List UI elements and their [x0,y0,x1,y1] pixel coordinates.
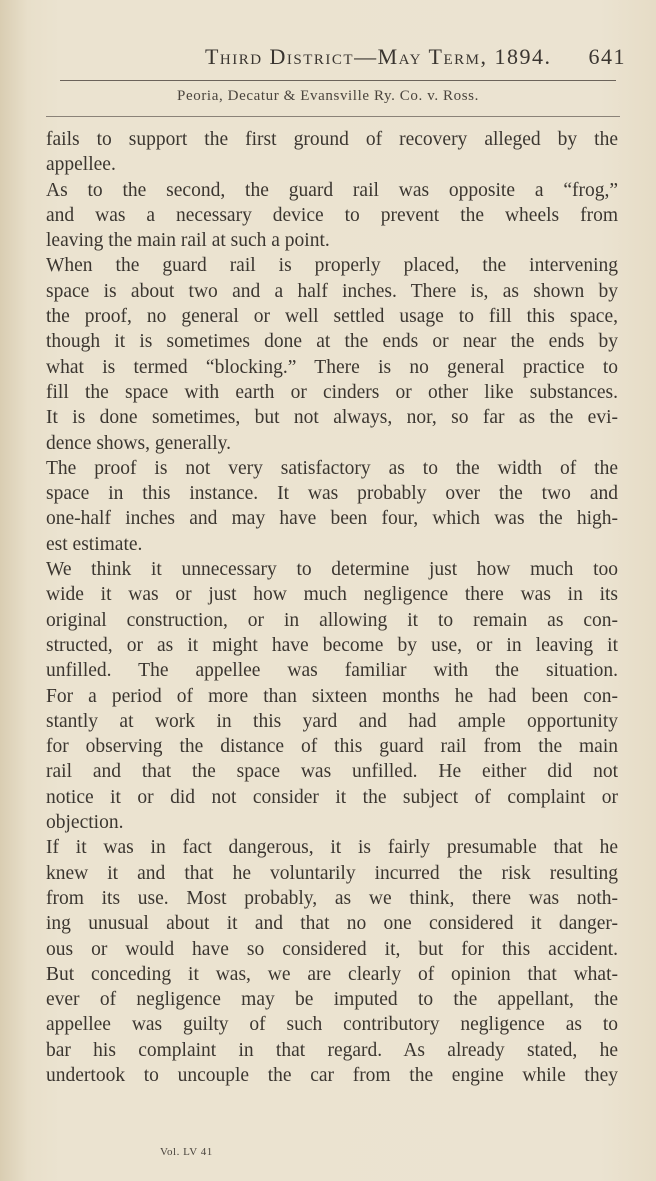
text-line: It is done sometimes, but not always, nor, so far as the evi- [46,407,618,429]
signature-mark: Vol. LV 41 [160,1146,213,1158]
text-line: fails to support the first ground of recovery alleged by the [46,129,618,150]
text-line: what is termed “blocking.” There is no general practice to [46,356,618,378]
text-line: objection. [46,812,124,834]
text-line: wide it was or just how much negligence there was in its [46,584,618,606]
text-line: For a period of more than sixteen months he had been con- [46,685,618,707]
text-line: fill the space with earth or cinders or other like substances. [46,381,618,403]
text-line: appellee was guilty of such contributory negligence as to [46,1014,618,1036]
text-line: When the guard rail is properly placed, the intervening [46,255,618,277]
text-line: stantly at work in this yard and had ample opportunity [46,710,618,732]
text-line: original construction, or in allowing it to remain as con- [46,609,618,631]
text-line: bar his complaint in that regard. As already stated, he [46,1039,618,1061]
running-head [0,44,626,70]
text-line: space is about two and a half inches. There is, as shown by [46,280,618,302]
text-line: for observing the distance of this guard rail from the main [46,736,618,758]
text-line: knew it and that he voluntarily incurred the risk resulting [46,862,618,884]
running-title: Third District—May Term, 1894. [204,44,552,69]
text-line: rail and that the space was unfilled. He either did not [46,761,618,783]
text-line: As to the second, the guard rail was opposite a “frog,” [46,179,618,201]
text-line: ous or would have so considered it, but for this accident. [46,938,618,960]
text-line: dence shows, generally. [46,432,232,454]
header-rule [60,80,616,81]
page-number: 641 [588,44,626,69]
text-line: notice it or did not consider it the subject of complaint or [46,786,618,808]
text-line: est estimate. [46,533,143,555]
text-line: the proof, no general or well settled usage to fill this space, [46,306,618,328]
text-line: We think it unnecessary to determine just how much too [46,559,618,581]
text-line: But conceding it was, we are clearly of opinion that what- [46,963,618,985]
text-line: appellee. [46,154,116,176]
text-line: from its use. Most probably, as we think, there was noth- [46,887,618,909]
text-line: unfilled. The appellee was familiar with the situation. [46,660,618,682]
text-line: ing unusual about it and that no one considered it danger- [46,913,618,935]
opinion-text [46,127,618,1088]
text-line: space in this instance. It was probably over the two and [46,483,618,505]
text-line: ever of negligence may be imputed to the appellant, the [46,989,618,1011]
text-line: structed, or as it might have become by use, or in leaving it [46,634,618,656]
case-title: Peoria, Decatur & Evansville Ry. Co. v. Ross. [177,88,479,104]
text-line: though it is sometimes done at the ends or near the ends by [46,331,618,353]
text-line: The proof is not very satisfactory as to the width of the [46,457,618,479]
text-line: one-half inches and may have been four, which was the high- [46,508,618,530]
text-line: If it was in fact dangerous, it is fairly presumable that he [46,837,618,859]
text-line: undertook to uncouple the car from the engine while they [46,1064,618,1086]
text-line: and was a necessary device to prevent the wheels from [46,204,618,226]
case-title-rule [46,116,620,117]
text-line: leaving the main rail at such a point. [46,230,330,252]
